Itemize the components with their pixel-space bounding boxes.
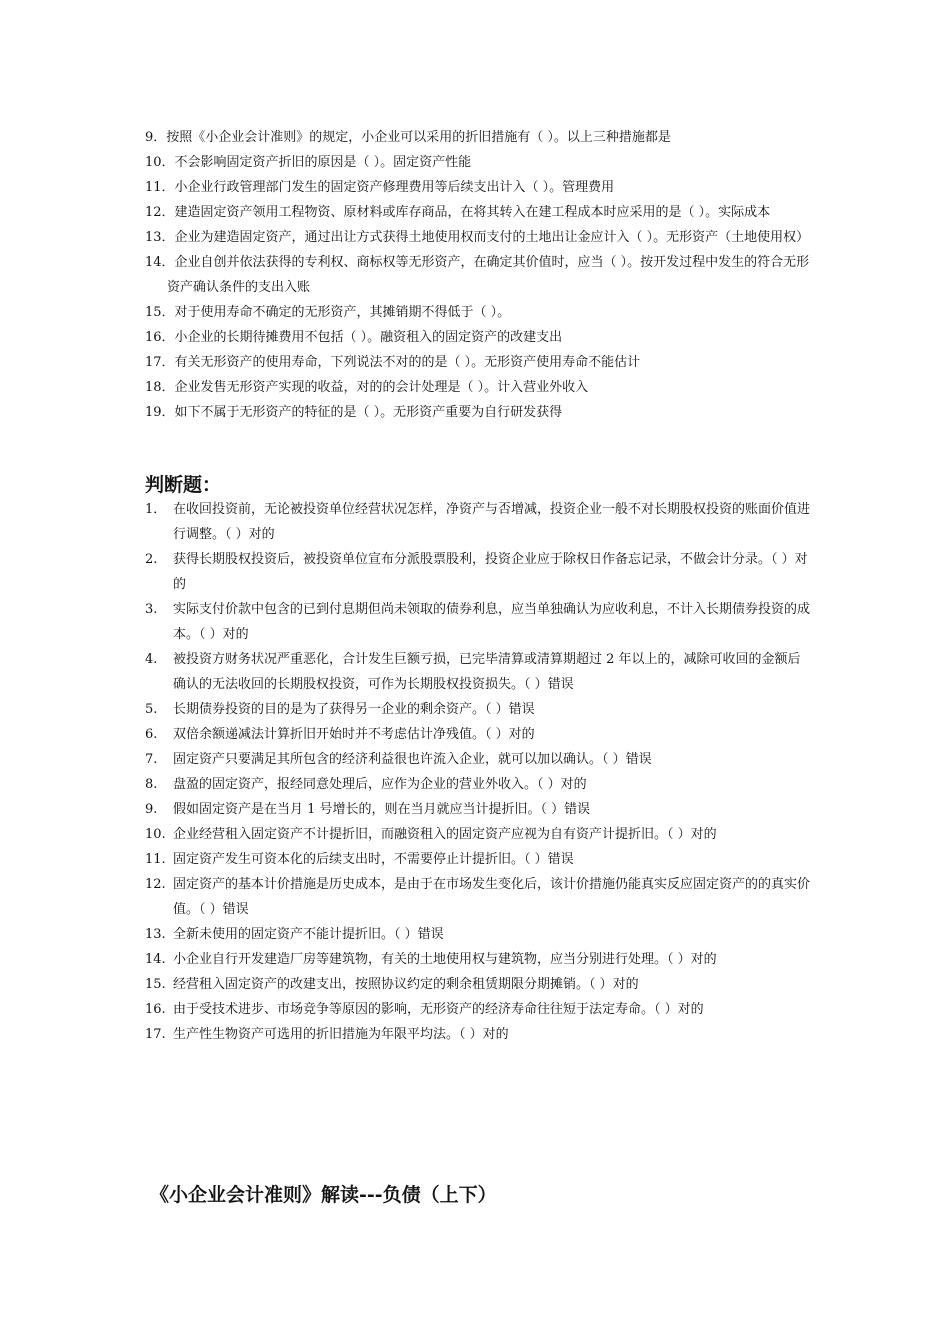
judgement-text: 小企业自行开发建造厂房等建筑物，有关的土地使用权与建筑物，应当分别进行处理。（ ）对的 — [173, 952, 717, 967]
judgement-text: 固定资产的基本计价措施是历史成本，是由于在市场发生变化后，该计价措施仍能真实反应固定资产的的真实价值。（ ）错误 — [173, 877, 811, 917]
question-item — [145, 250, 810, 300]
question-text: 按照《小企业会计准则》的规定，小企业可以采用的折旧措施有（ ）。以上三种措施都是 — [166, 130, 671, 145]
judgement-text: 企业经营租入固定资产不计提折旧，而融资租入的固定资产应视为自有资产计提折旧。（ ）对的 — [173, 827, 717, 842]
question-number: 12． — [145, 205, 175, 220]
judgement-number: 8. — [145, 777, 158, 792]
judgement-item — [145, 747, 810, 772]
question-number: 14． — [145, 255, 175, 270]
question-text: 不会影响固定资产折旧的原因是（ ）。固定资产性能 — [174, 155, 472, 170]
question-item — [145, 400, 810, 425]
question-item — [145, 325, 810, 350]
judgement-text: 在收回投资前，无论被投资单位经营状况怎样，净资产与否增减，投资企业一般不对长期股权投资的账面价值进行调整。（ ）对的 — [173, 502, 811, 542]
judgement-item — [145, 772, 810, 797]
question-item — [145, 300, 810, 325]
multiple-choice-list — [145, 125, 810, 425]
question-text: 如下不属于无形资产的特征的是（ ）。无形资产重要为自行研发获得 — [174, 405, 563, 420]
question-number: 16． — [145, 330, 175, 345]
judgement-item — [145, 1022, 810, 1047]
judgement-number: 15. — [145, 977, 166, 992]
question-number: 15． — [145, 305, 175, 320]
question-item — [145, 225, 810, 250]
question-text: 对于使用寿命不确定的无形资产，其摊销期不得低于（ ）。 — [174, 305, 511, 320]
judgement-text: 双倍余额递减法计算折旧开始时并不考虑估计净残值。（ ）对的 — [173, 727, 535, 742]
judgement-number: 14. — [145, 952, 166, 967]
judgement-list — [145, 497, 810, 1047]
judgement-text: 实际支付价款中包含的已到付息期但尚未领取的债券利息，应当单独确认为应收利息，不计入长期债券投资的成本。（ ）对的 — [173, 602, 811, 642]
question-number: 9． — [145, 130, 167, 145]
judgement-item — [145, 547, 810, 597]
judgement-item — [145, 972, 810, 997]
judgement-item — [145, 497, 810, 547]
judgement-item — [145, 847, 810, 872]
judgement-number: 16. — [145, 1002, 166, 1017]
judgement-text: 假如固定资产是在当月 1 号增长的，则在当月就应当计提折旧。（ ）错误 — [173, 802, 591, 817]
judgement-text: 获得长期股权投资后，被投资单位宣布分派股票股利，投资企业应于除权日作备忘记录，不做会计分录。（ ）对的 — [173, 552, 808, 592]
judgement-item — [145, 872, 810, 922]
judgement-text: 全新未使用的固定资产不能计提折旧。（ ）错误 — [173, 927, 444, 942]
judgement-item — [145, 947, 810, 972]
judgement-item — [145, 822, 810, 847]
judgement-text: 被投资方财务状况严重恶化，合计发生巨额亏损，已完毕清算或清算期超过 2 年以上的，减除可收回的金额后确认的无法收回的长期股权投资，可作为长期股权投资损失。（ ）错误 — [173, 652, 801, 692]
judgement-text: 固定资产发生可资本化的后续支出时，不需要停止计提折旧。（ ）错误 — [173, 852, 574, 867]
question-item — [145, 375, 810, 400]
question-item — [145, 125, 810, 150]
judgement-item — [145, 997, 810, 1022]
section-title: 《小企业会计准则》解读---负债（上下） — [150, 1184, 497, 1206]
question-text: 建造固定资产领用工程物资、原材料或库存商品，在将其转入在建工程成本时应采用的是（ ）。实际成本 — [174, 205, 771, 220]
question-item — [145, 150, 810, 175]
judgement-text: 长期债券投资的目的是为了获得另一企业的剩余资产。（ ）错误 — [173, 702, 535, 717]
question-text: 企业为建造固定资产，通过出让方式获得土地使用权而支付的土地出让金应计入（ ）。无形资产（土地使用权） — [174, 230, 810, 245]
judgement-item — [145, 697, 810, 722]
judgement-heading: 判断题： — [145, 474, 222, 496]
judgement-number: 11. — [145, 852, 166, 867]
question-text: 小企业行政管理部门发生的固定资产修理费用等后续支出计入（ ）。管理费用 — [174, 180, 615, 195]
question-text: 企业发售无形资产实现的收益，对的的会计处理是（ ）。计入营业外收入 — [174, 380, 589, 395]
judgement-text: 由于受技术进步、市场竞争等原因的影响，无形资产的经济寿命往往短于法定寿命。（ ）对的 — [173, 1002, 704, 1017]
judgement-number: 17. — [145, 1027, 166, 1042]
judgement-text: 固定资产只要满足其所包含的经济利益很也许流入企业，就可以加以确认。（ ）错误 — [173, 752, 652, 767]
judgement-number: 6. — [145, 727, 158, 742]
judgement-item — [145, 922, 810, 947]
judgement-number: 12. — [145, 877, 166, 892]
judgement-text: 生产性生物资产可选用的折旧措施为年限平均法。（ ）对的 — [173, 1027, 509, 1042]
question-number: 10． — [145, 155, 175, 170]
judgement-number: 4. — [145, 652, 158, 667]
judgement-item — [145, 597, 810, 647]
judgement-number: 7. — [145, 752, 158, 767]
judgement-number: 10. — [145, 827, 166, 842]
judgement-item — [145, 797, 810, 822]
question-number: 11． — [145, 180, 175, 195]
judgement-item — [145, 647, 810, 697]
question-number: 18． — [145, 380, 175, 395]
question-item — [145, 175, 810, 200]
question-number: 17． — [145, 355, 175, 370]
judgement-number: 9. — [145, 802, 158, 817]
judgement-number: 1． — [145, 502, 167, 517]
judgement-item — [145, 722, 810, 747]
question-text: 有关无形资产的使用寿命，下列说法不对的的是（ ）。无形资产使用寿命不能估计 — [174, 355, 641, 370]
judgement-text: 盘盈的固定资产，报经同意处理后，应作为企业的营业外收入。（ ）对的 — [173, 777, 587, 792]
question-item — [145, 350, 810, 375]
judgement-number: 2. — [145, 552, 158, 567]
question-text: 小企业的长期待摊费用不包括（ ）。融资租入的固定资产的改建支出 — [174, 330, 563, 345]
question-number: 13． — [145, 230, 175, 245]
question-text: 企业自创并依法获得的专利权、商标权等无形资产，在确定其价值时，应当（ ）。按开发过程中发生的符合无形资产确认条件的支出入账 — [167, 255, 810, 295]
question-number: 19． — [145, 405, 175, 420]
judgement-number: 13. — [145, 927, 166, 942]
question-item — [145, 200, 810, 225]
judgement-number: 5. — [145, 702, 158, 717]
judgement-text: 经营租入固定资产的改建支出，按照协议约定的剩余租赁期限分期摊销。（ ）对的 — [173, 977, 639, 992]
judgement-number: 3. — [145, 602, 158, 617]
